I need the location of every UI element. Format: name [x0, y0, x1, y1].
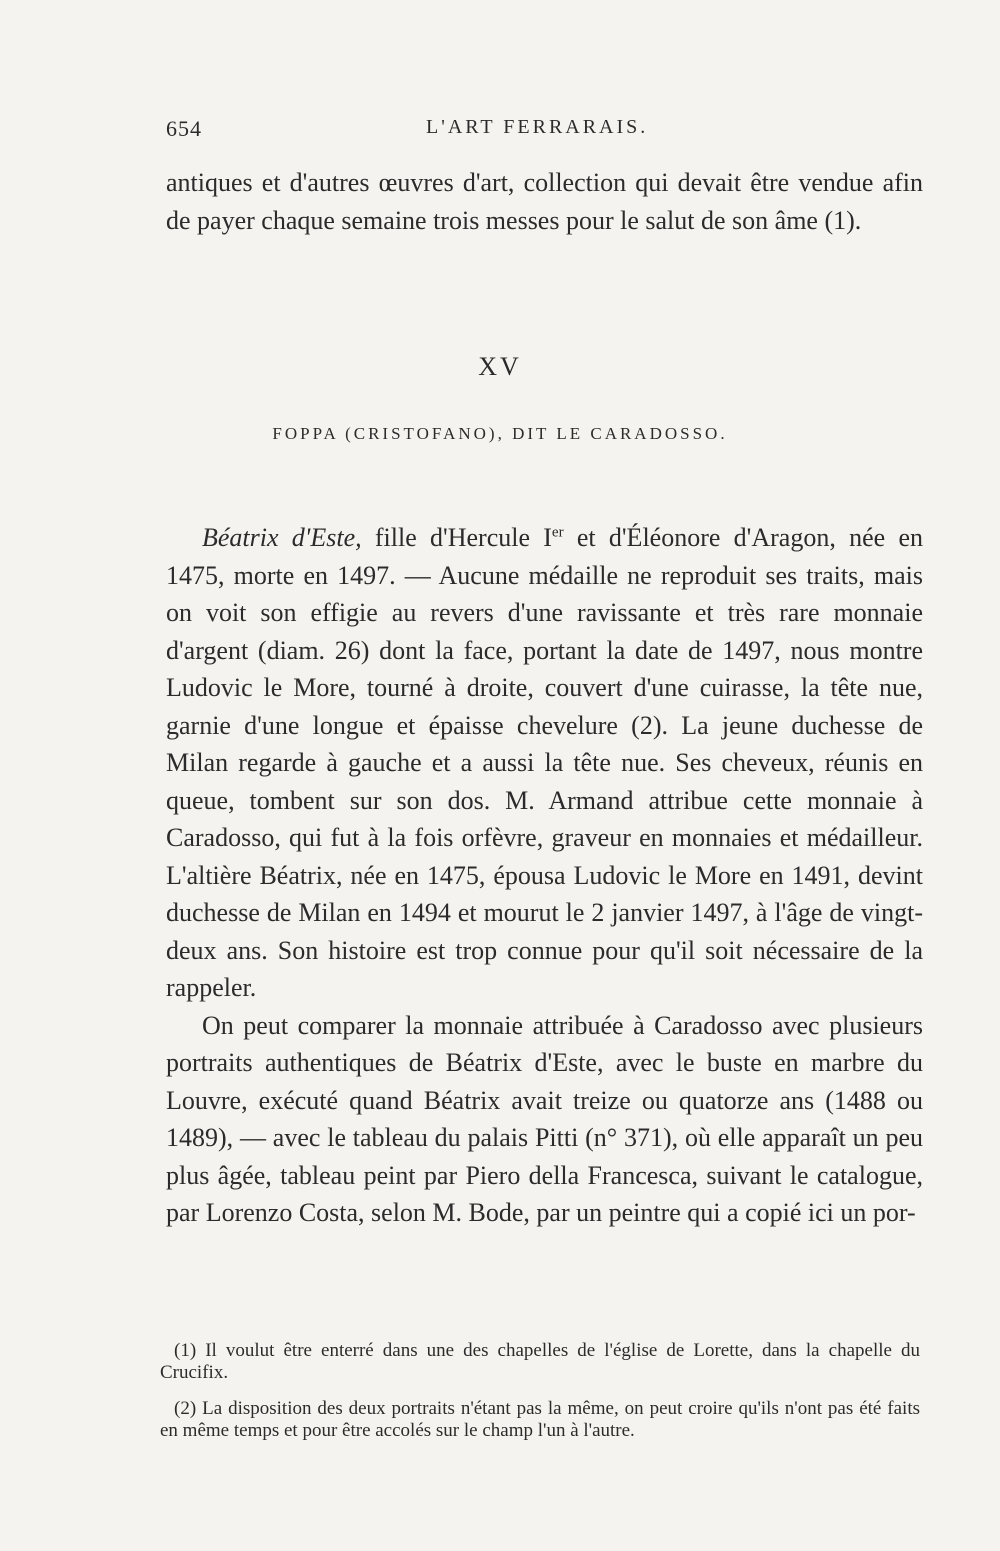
section-body	[166, 519, 923, 1232]
paragraph-subject: Béatrix d'Este,	[202, 523, 362, 552]
paragraph-comparison: On peut comparer la monnaie attribuée à Caradosso avec plusieurs portraits authentiques de Béatrix d'Este, avec le buste en marbre du Louvre, exécuté quand Béatrix avait treize ou quatorze ans (1488 ou 1489), — avec le tableau du palais Pitti (n° 371), où elle apparaît un peu plus âgée, tableau peint par Piero della Francesca, suivant le catalogue, par Lorenzo Costa, selon M. Bode, par un peintre qui a copié ici un por-	[166, 1010, 923, 1227]
superscript-er: er	[551, 524, 564, 541]
running-title: L'ART FERRARAIS.	[426, 116, 649, 138]
paragraph-text-part2: et d'Éléonore d'Aragon, née en 1475, morte en 1497. — Aucune médaille ne reproduit ses traits, mais on voit son effigie au revers d'une ravissante et très rare monnaie d'argent (diam. 26) dont la face, portant la date de 1497, nous montre Ludovic le More, tourné à droite, couvert d'une cuirasse, la tête nue, garnie d'une longue et épaisse chevelure (2). La jeune duchesse de Milan regarde à gauche et a aussi la tête nue. Ses cheveux, réunis en queue, tombent sur son dos. M. Armand attribue cette monnaie à Caradosso, qui fut à la fois orfèvre, graveur en monnaies et médailleur. L'altière Béatrix, née en 1475, épousa Ludovic le More en 1491, devint duchesse de Milan en 1494 et mourut le 2 janvier 1497, à l'âge de vingt-deux ans. Son histoire est trop connue pour qu'il soit nécessaire de la rappeler.	[166, 523, 923, 1002]
page-number: 654	[166, 116, 202, 141]
paragraph-text-part1: fille d'Hercule I	[361, 523, 552, 552]
continuation-text: antiques et d'autres œuvres d'art, collection qui devait être vendue afin de payer chaque semaine trois messes pour le salut de son âme (1).	[166, 168, 923, 235]
footnotes	[160, 1340, 920, 1456]
continuation-paragraph	[166, 164, 923, 239]
footnote-2: (2) La disposition des deux portraits n'étant pas la même, on peut croire qu'ils n'ont pas été faits en même temps et pour être accolés sur le champ l'un à l'autre.	[160, 1398, 920, 1441]
section-number: XV	[478, 352, 522, 381]
page-header	[166, 116, 926, 150]
footnote-1: (1) Il voulut être enterré dans une des chapelles de l'église de Lorette, dans la chapelle du Crucifix.	[160, 1340, 920, 1383]
paragraph-beatrix	[166, 519, 923, 1007]
section-title: FOPPA (CRISTOFANO), DIT LE CARADOSSO.	[272, 424, 728, 443]
